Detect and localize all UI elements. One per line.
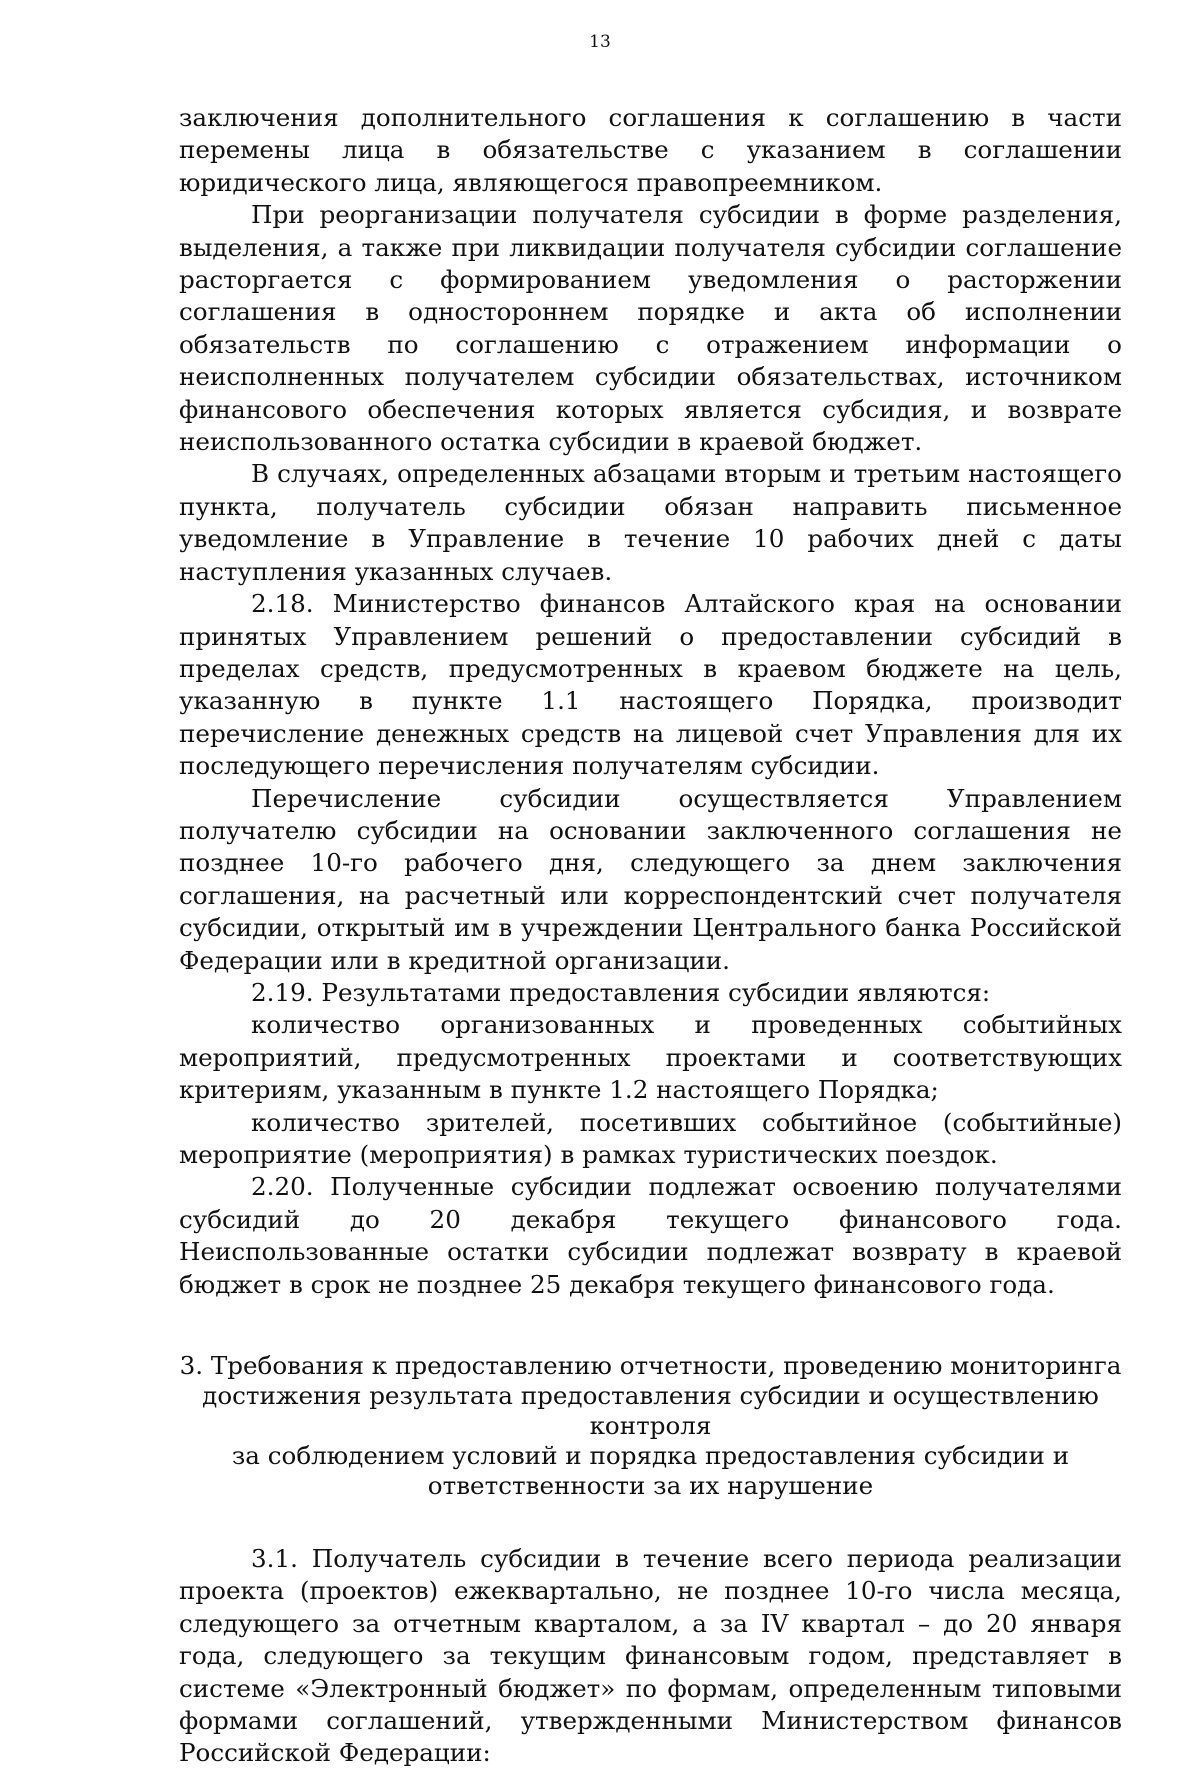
paragraph-result-spectators: количество зрителей, посетивших событийное (событийные) мероприятие (мероприятия) в рамках туристических поездок. — [179, 1107, 1122, 1169]
paragraph-reorganization: При реорганизации получателя субсидии в форме разделения, выделения, а также при ликвидации получателя субсидии соглашение расторгается с формированием уведомления о расторжении соглашения в одностороннем порядке и акта об исполнении обязательств по соглашению с отражением информации о неисполненных получателем субсидии обязательствах, источником финансового обеспечения которых является субсидия, и возврате неиспользованного остатка субсидии в краевой бюджет. — [179, 200, 1122, 457]
paragraph-3-1: 3.1. Получатель субсидии в течение всего периода реализации проекта (проектов) ежеквартально, не позднее 10-го числа месяца, следующего за отчетным кварталом, а за IV квартал – до 20 января года, следующего за текущим финансовым годом, представляет в системе «Электронный бюджет» по формам, определенным типовыми формами соглашений, утвержденными Министерством финансов Российской Федерации: — [179, 1544, 1122, 1768]
paragraph-notification: В случаях, определенных абзацами вторым и третьим настоящего пункта, получатель субсидии обязан направить письменное уведомление в Управление в течение 10 рабочих дней с даты наступления указанных случаев. — [179, 459, 1122, 586]
paragraph-2-20: 2.20. Полученные субсидии подлежат освоению получателями субсидий до 20 декабря текущего финансового года. Неиспользованные остатки субсидии подлежат возврату в краевой бюджет в срок не позднее 25 декабря текущего финансового года. — [179, 1172, 1122, 1299]
paragraph-2-18: 2.18. Министерство финансов Алтайского края на основании принятых Управлением решений о предоставлении субсидий в пределах средств, предусмотренных в краевом бюджете на цель, указанную в пункте 1.1 настоящего Порядка, производит перечисление денежных средств на лицевой счет Управления для их последующего перечисления получателям субсидии. — [179, 589, 1122, 781]
paragraph-transfer: Перечисление субсидии осуществляется Управлением получателю субсидии на основании заключенного соглашения не позднее 10-го рабочего дня, следующего за днем заключения соглашения, на расчетный или корреспондентский счет получателя субсидии, открытый им в учреждении Центрального банка Российской Федерации или в кредитной организации. — [179, 783, 1122, 975]
section-heading-line-3: за соблюдением условий и порядка предоставления субсидии и — [231, 1441, 1070, 1471]
page-number: 13 — [589, 32, 611, 52]
document-body — [179, 102, 1122, 1770]
section-heading — [179, 1351, 1122, 1501]
section-heading-line-2: достижения результата предоставления субсидии и осуществлению контроля — [202, 1381, 1099, 1441]
paragraph-continuation: заключения дополнительного соглашения к соглашению в части перемены лица в обязательстве с указанием в соглашении юридического лица, являющегося правопреемником. — [179, 103, 1122, 197]
section-heading-line-4: ответственности за их нарушение — [427, 1471, 874, 1501]
paragraph-2-19: 2.19. Результатами предоставления субсидии являются: — [251, 977, 991, 1007]
section-heading-line-1: 3. Требования к предоставлению отчетности, проведению мониторинга — [179, 1351, 1122, 1381]
paragraph-result-events: количество организованных и проведенных событийных мероприятий, предусмотренных проектами и соответствующих критериям, указанным в пункте 1.2 настоящего Порядка; — [179, 1010, 1122, 1105]
